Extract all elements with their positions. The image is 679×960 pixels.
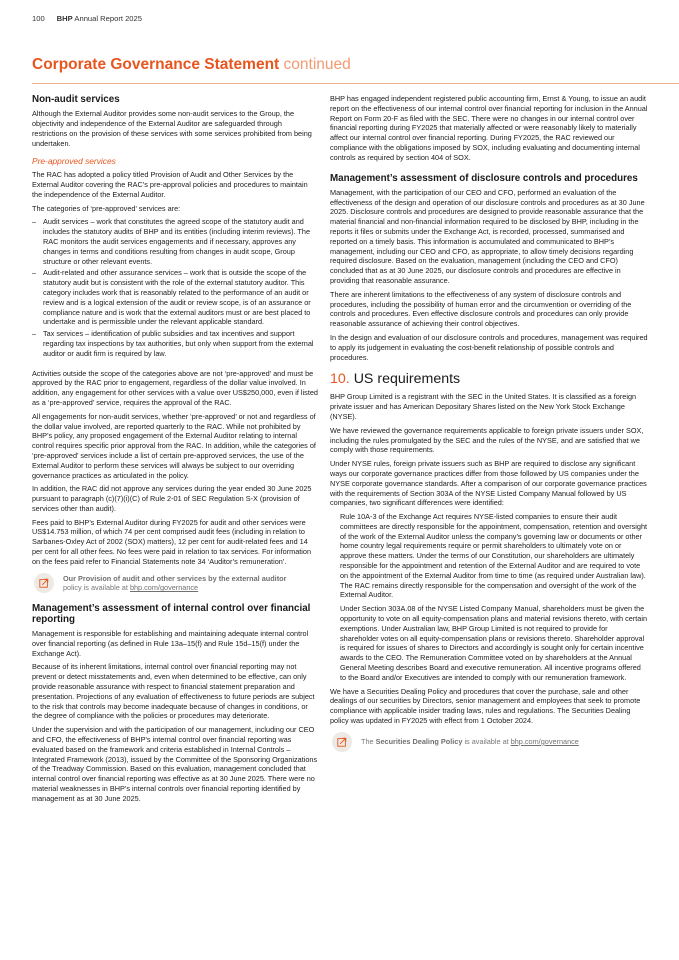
paragraph: The categories of ‘pre-approved’ services are: (32, 203, 181, 213)
external-link-icon (332, 732, 352, 752)
paragraph: Although the External Auditor provides some non-audit services to the Group, the objectivity and independence of the External Auditor are safeguarded through restrictions on the provision of these services with some services prohibited from being undertaken. (32, 109, 312, 148)
list-item: – Audit services – work that constitutes the agreed scope of the statutory audit and includes the statutory audits of BHP and its entities (including interim reviews). The RAC monitors the audit services engagements and if necessary, approves any changes in terms and conditions resulting from changes in audit scope, Group structure or other relevant events. (32, 217, 318, 266)
section-heading-icfr: Management’s assessment of internal control over financial reporting (32, 602, 311, 625)
subheading-preapproved: Pre-approved services (32, 156, 116, 167)
page-number: 100 (32, 14, 45, 23)
page-title (32, 56, 351, 74)
report-title: Annual Report 2025 (74, 14, 142, 23)
title-suffix: continued (283, 56, 351, 73)
page-header (32, 14, 142, 23)
paragraph: All engagements for non-audit services, whether ‘pre-approved’ or not and regardless of the dollar value involved, are reported quarterly to the RAC. While not prohibited by BHP’s policy, any proposed engagement of the External Auditor relating to internal control requires specific prior approval from the RAC. In addition, while the categories of ‘pre-approved’ services include a list of certain pre-approved services, the use of the External Auditor to perform these services will always be subject to our overriding governance practices as articulated in the policy. (32, 411, 316, 480)
list-item: – Audit-related and other assurance services – work that is outside the scope of the statutory audit but is consistent with the role of the external statutory auditor. This category includes work that is reasonably related to the performance of an audit or review and is a logical extension of the audit or review scope, is of an assurance or compliance nature and is work that the external auditors must or are best placed to undertake and is permissible under the relevant applicable standard. (32, 268, 318, 327)
list-item: – Tax services – identification of public subsidies and tax incentives and support regarding tax inspections by tax authorities, but only when support from the external auditor or audit firm is required by law. (32, 329, 318, 358)
governance-link[interactable]: bhp.com/governance (129, 583, 199, 593)
indented-paragraph: Rule 10A-3 of the Exchange Act requires NYSE-listed companies to ensure their audit committees are directly responsible for the appointment, compensation, retention and oversight of the work of the External Auditor unless the company’s governing law or documents or other home country legal requirements require or permit shareholders to ultimately vote on or approve these matters. Under the terms of our Constitution, our shareholders are ultimately responsible for the appointment and retention of the External Auditor and are required to vote on the appointment of the External Auditor from time to time (as required under Australian law). The RAC remains directly responsible for the compensation and oversight of the work of the External Auditor. (340, 512, 648, 600)
paragraph: There are inherent limitations to the effectiveness of any system of disclosure controls and procedures, including the possibility of human error and the circumvention or overriding of the controls and procedures. Even effective disclosure controls and procedures can only provide reasonable assurance of achieving their control objectives. (330, 289, 632, 329)
callout-text: is available at (464, 736, 509, 746)
section-heading-nonaudit: Non-audit services (32, 94, 120, 105)
external-link-icon (34, 573, 54, 593)
paragraph: Under the supervision and with the participation of our management, including our CEO and CFO, the effectiveness of BHP’s internal control over financial reporting was evaluated based on the framework and criteria established in Internal Controls – Integrated Framework (2013), issued by the Committee of the Sponsoring Organizations of the Treadway Commission. Based on this evaluation, management concluded that internal control over financial reporting was effective as at 30 June 2025. There were no material weaknesses in BHP’s internal controls over financial reporting identified by management as at 30 June 2025. (32, 725, 318, 803)
paragraph: BHP has engaged independent registered public accounting firm, Ernst & Young, to issue an audit report on the effectiveness of our internal control over financial reporting for inclusion in the Annual Report on Form 20-F as filed with the SEC. There were no changes in our internal control over financial reporting during FY2025 that materially affected or were reasonably likely to materially affect our internal control over financial reporting. During FY2025, the RAC reviewed our compliance with the obligations imposed by SOX, including evaluating and documenting internal controls as required by section 404 of SOX. (330, 94, 648, 162)
paragraph: Management is responsible for establishing and maintaining adequate internal control over financial reporting (as defined in Rule 13a–15(f) and Rule 15d–15(f) under the Exchange Act). (32, 629, 309, 658)
section-title: US requirements (353, 371, 461, 388)
callout-audit-services-policy (34, 573, 318, 593)
governance-link[interactable]: bhp.com/governance (510, 736, 579, 746)
paragraph: In the design and evaluation of our disclosure controls and procedures, management was required to apply its judgement in evaluating the cost-benefit relationship of possible controls and procedures. (330, 332, 648, 362)
paragraph: We have reviewed the governance requirements applicable to foreign private issuers under SOX, including the rules promulgated by the SEC and the rules of the NYSE, and are satisfied that we comply with those requirements. (330, 425, 644, 455)
paragraph: BHP Group Limited is a registrant with the SEC in the United States. It is classified as a foreign private issuer and has American Depositary Shares listed on the New York Stock Exchange (NYSE). (330, 392, 637, 421)
section-heading-disclosure: Management’s assessment of disclosure controls and procedures (330, 172, 638, 184)
paragraph: The RAC has adopted a policy titled Provision of Audit and Other Services by the External Auditor covering the RAC’s pre-approval policies and procedures to maintain the independence of the External Auditor. (32, 170, 308, 199)
section-number: 10. (330, 371, 350, 388)
callout-bold: Our Provision of audit and other services by the external auditor (63, 573, 287, 583)
title-divider (32, 83, 679, 84)
paragraph: Under NYSE rules, foreign private issuers such as BHP are required to disclose any significant ways our corporate governance practices differ from those followed by US companies under the NYSE corporate governance standards. After a comparison of our corporate governance practices with the requirements of Section 303A of the NYSE Listed Company Manual followed by US companies, two significant differences were identified: (330, 459, 647, 508)
callout-pre: The (361, 736, 374, 746)
callout-bold: Securities Dealing Policy (375, 736, 463, 746)
title-main: Corporate Governance Statement (32, 56, 280, 73)
paragraph: Because of its inherent limitations, internal control over financial reporting may not prevent or detect misstatements and, even when determined to be effective, can only provide reasonable assurance with respect to financial statement preparation and presentation. Projections of any evaluation of effectiveness to future periods are subject to the risk that controls may become inadequate because of changes in conditions, or the degree of compliance with the policies or procedures may deteriorate. (32, 662, 315, 721)
paragraph: Activities outside the scope of the categories above are not ‘pre-approved’ and must be approved by the RAC prior to engagement, regardless of the dollar value involved. In addition, any engagement for other services with a value over US$250,000, even if listed as a ‘pre-approved’ service, requires the approval of the RAC. (32, 368, 318, 407)
left-column (32, 94, 318, 808)
paragraph: Fees paid to BHP’s External Auditor during FY2025 for audit and other services were US$14.753 million, of which 74 per cent comprised audit fees (including in relation to Sarbanes-Oxley Act of 2002 (SOX) matters), 12 per cent for audit-related fees and 14 per cent for all other fees. No fees were paid in relation to tax services. For information on the fees paid refer to Financial Statements note 34 ‘Auditor’s remuneration’. (32, 517, 312, 566)
paragraph: We have a Securities Dealing Policy and procedures that cover the purchase, sale and other dealings of our securities by Directors, senior management and employees that seek to promote compliance with applicable insider trading laws, rules and regulations. The Securities Dealing policy was updated in FY2025 with effect from 1 October 2024. (330, 686, 641, 726)
callout-securities-dealing (332, 732, 648, 752)
report-brand: BHP (56, 14, 73, 23)
paragraph: Management, with the participation of our CEO and CFO, performed an evaluation of the effectiveness of the design and operation of our disclosure controls and procedures as at 30 June 2025. Disclosure controls and procedures are designed to provide reasonable assurance that the material financial and non-financial information required to be disclosed by BHP, including in the reports it files or submits under the Exchange Act, is recorded, processed, summarised and reported on a timely basis. This information is accumulated and communicated to BHP’s management, including our CEO and CFO, as appropriate, to allow timely decisions regarding required disclosure. Based on the evaluation, management (including the CEO and CFO) concluded that as at 30 June 2025, our disclosure controls and procedures are effective in providing that reasonable assurance. (330, 187, 645, 285)
callout-text: policy is available at (63, 583, 128, 593)
indented-paragraph: Under Section 303A.08 of the NYSE Listed Company Manual, shareholders must be given the opportunity to vote on all equity-compensation plans and material revisions thereto, with certain exemptions. Under Australian law, BHP Group Limited is not required to provide for shareholder votes on all equity-compensation plans or revisions thereto. Shareholder approval is required for issues of shares to Directors and accordingly is sought only for certain incentive awards to the CEO. The Remuneration Committee voted on by shareholders at the Annual General Meeting describes Board and executive remuneration. All incentive programs offered to the Board and/or Executives are intended to comply with our remuneration framework. (340, 604, 648, 682)
right-column (330, 94, 648, 758)
preapproved-list (32, 217, 318, 358)
section-heading-us (330, 371, 648, 388)
paragraph: In addition, the RAC did not approve any services during the year ended 30 June 2025 pursuant to paragraph (c)(7)(i)(C) of Rule 2-01 of SEC Regulation S-X (provision of services other than audit). (32, 484, 312, 513)
